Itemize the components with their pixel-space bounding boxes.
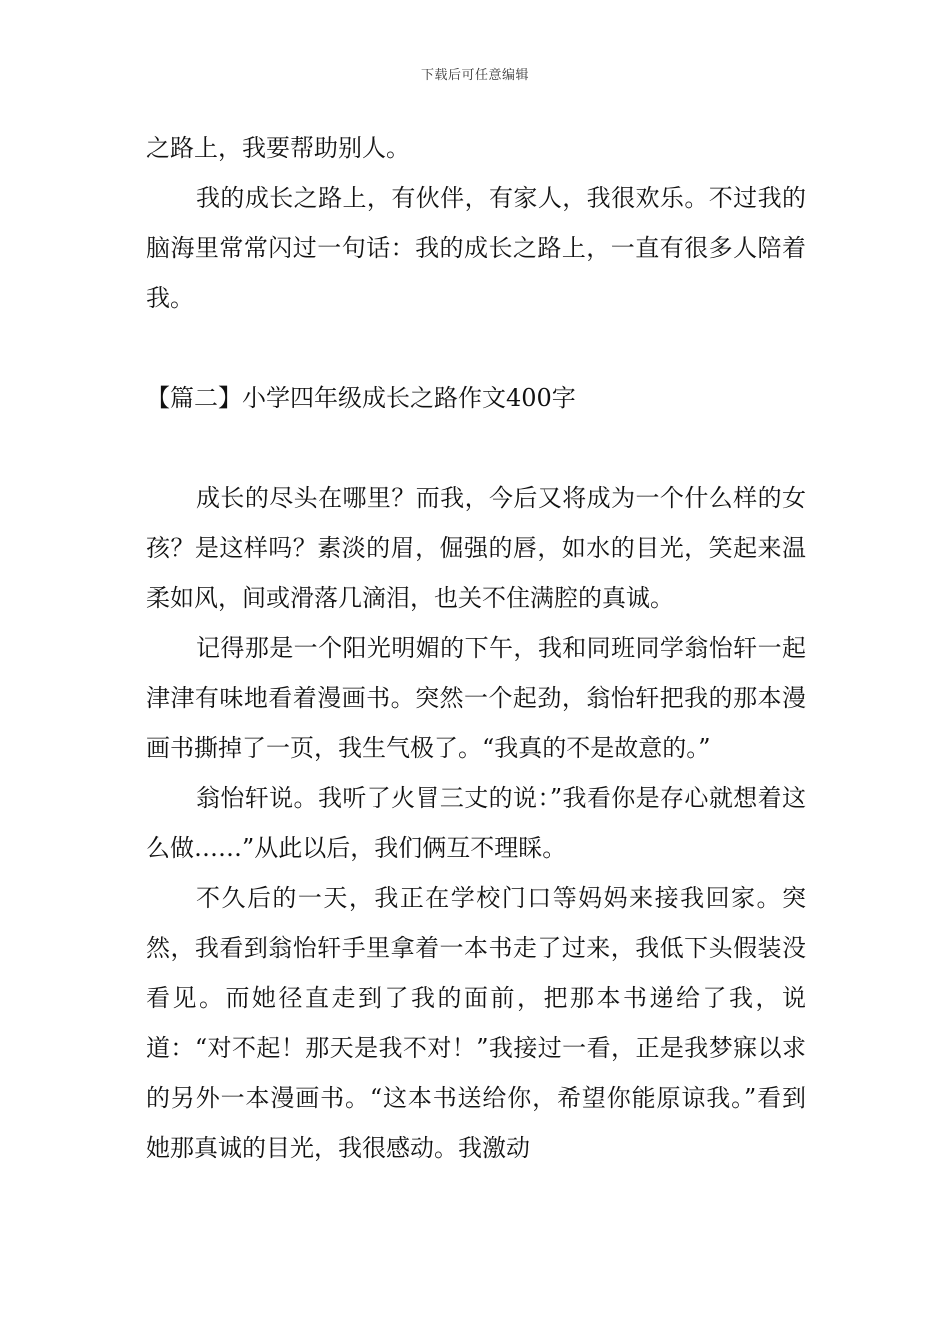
section-heading: 【篇二】小学四年级成长之路作文400字: [146, 384, 576, 412]
document-body: [146, 123, 806, 1173]
paragraph-apology: 不久后的一天，我正在学校门口等妈妈来接我回家。突然，我看到翁怡轩手里拿着一本书走了过来，我低下头假装没看见。而她径直走到了我的面前，把那本书递给了我，说道：“对不起！那天是我不对！”我接过一看，正是我梦寐以求的另外一本漫画书。“这本书送给你，希望你能原谅我。”看到她那真诚的目光，我很感动。我激动: [146, 884, 806, 1162]
page-header: 下载后可任意编辑: [420, 68, 529, 83]
paragraph-companions: 我的成长之路上，有伙伴，有家人，我很欢乐。不过我的脑海里常常闪过一句话：我的成长之路上，一直有很多人陪着我。: [146, 184, 806, 312]
blank-line: [146, 423, 806, 473]
paragraph-comic-book: 记得那是一个阳光明媚的下午，我和同班同学翁怡轩一起津津有味地看着漫画书。突然一个起劲，翁怡轩把我的那本漫画书撕掉了一页，我生气极了。“我真的不是故意的。”: [146, 634, 806, 762]
paragraph-argument: 翁怡轩说。我听了火冒三丈的说：”我看你是存心就想着这么做……”从此以后，我们俩互不理睬。: [146, 784, 806, 862]
blank-line: [146, 323, 806, 373]
paragraph-growth-question: 成长的尽头在哪里？而我，今后又将成为一个什么样的女孩？是这样吗？素淡的眉，倔强的唇，如水的目光，笑起来温柔如风，间或滑落几滴泪，也关不住满腔的真诚。: [146, 484, 806, 612]
paragraph-continuation: 之路上，我要帮助别人。: [146, 134, 410, 162]
